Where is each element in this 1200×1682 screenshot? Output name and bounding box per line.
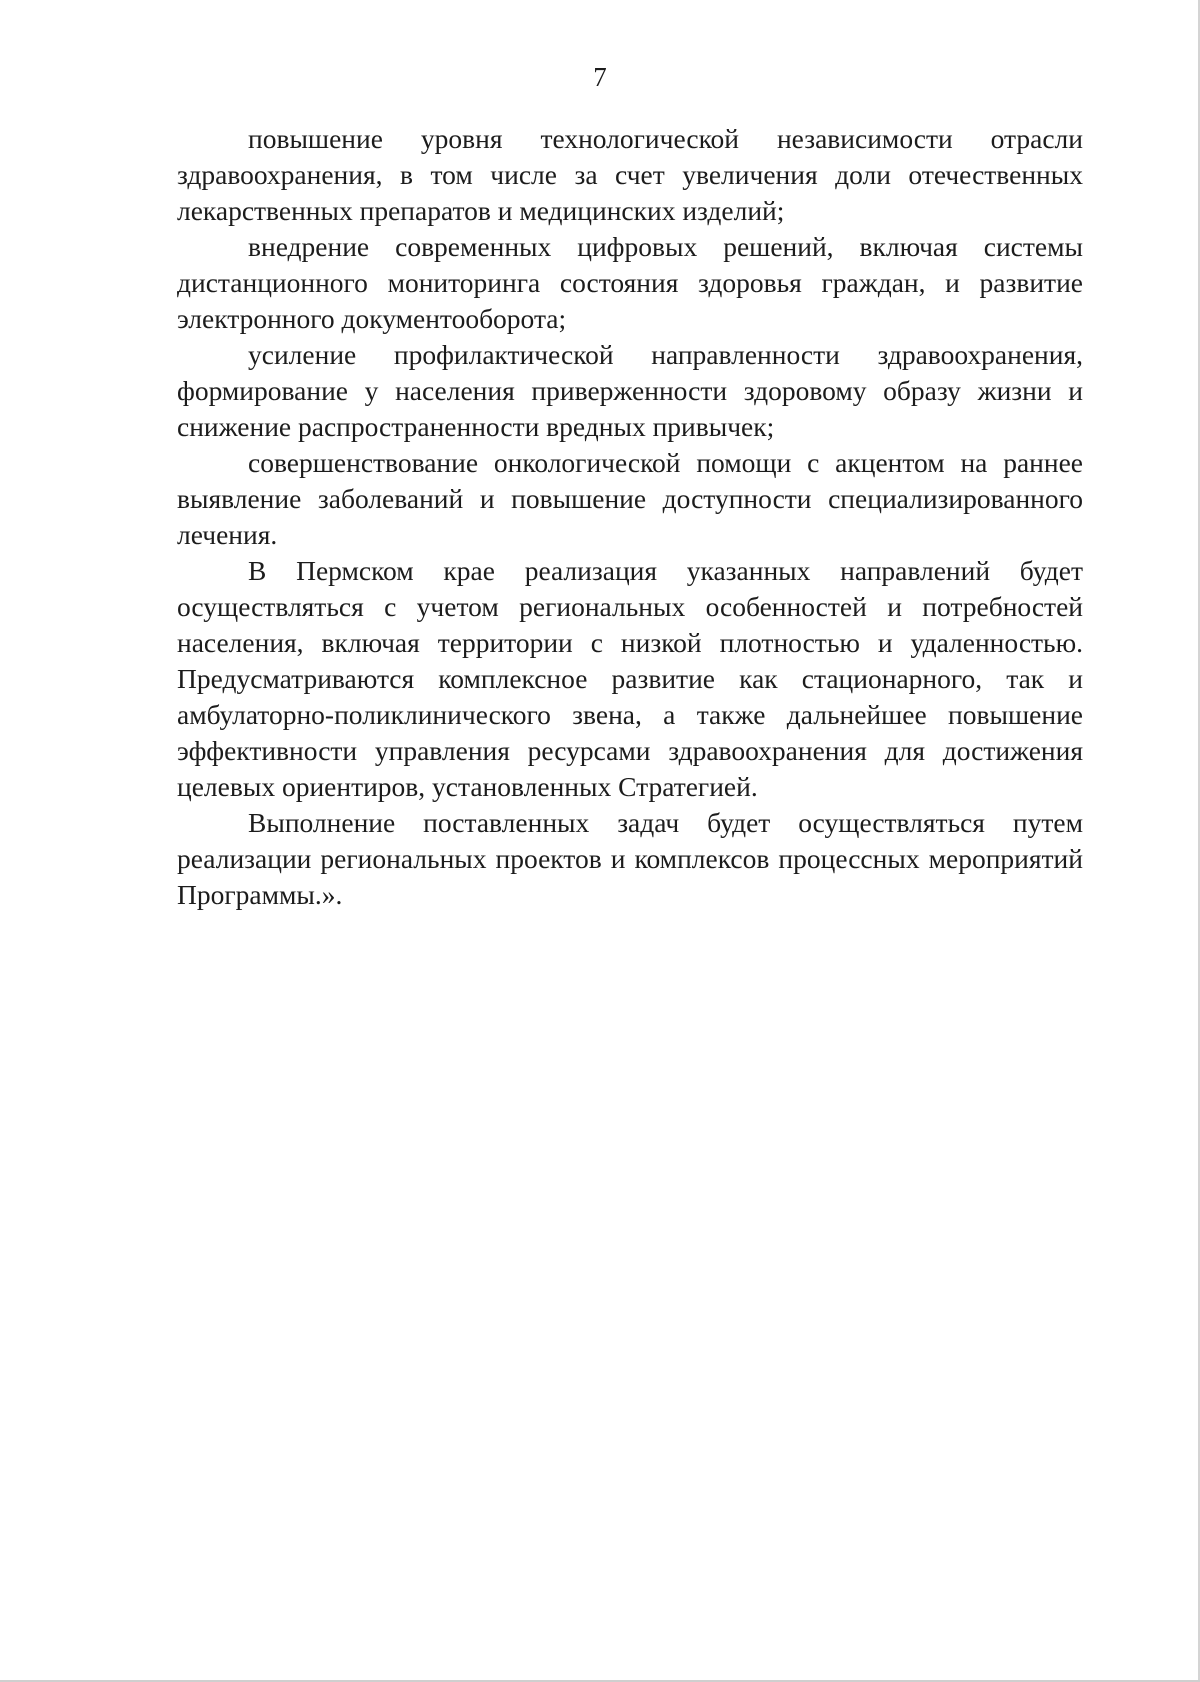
paragraph-technological-independence: повышение уровня технологической независимости отрасли здравоохранения, в том числе за счет увеличения доли отечественных лекарственных препаратов и медицинских изделий; — [177, 123, 1083, 226]
page-number: 7 — [593, 62, 607, 92]
paragraph-perm-region: В Пермском крае реализация указанных направлений будет осуществляться с учетом региональных особенностей и потребностей населения, включая территории с низкой плотностью и удаленностью. Предусматриваются комплексное развитие как стационарного, так и амбулаторно-поликлинического звена, а также дальнейшее повышение эффективности управления ресурсами здравоохранения для достижения целевых ориентиров, установленных Стратегией. — [177, 555, 1083, 802]
paragraph-prevention: усиление профилактической направленности здравоохранения, формирование у населения приверженности здоровому образу жизни и снижение распространенности вредных привычек; — [177, 339, 1083, 442]
document-body — [177, 121, 1083, 913]
paragraph-implementation: Выполнение поставленных задач будет осуществляться путем реализации региональных проектов и комплексов процессных мероприятий Программы.». — [177, 807, 1083, 910]
paragraph-digital-solutions: внедрение современных цифровых решений, включая системы дистанционного мониторинга состояния здоровья граждан, и развитие электронного документооборота; — [177, 231, 1083, 334]
paragraph-oncology: совершенствование онкологической помощи с акцентом на раннее выявление заболеваний и повышение доступности специализированного лечения. — [177, 447, 1083, 550]
